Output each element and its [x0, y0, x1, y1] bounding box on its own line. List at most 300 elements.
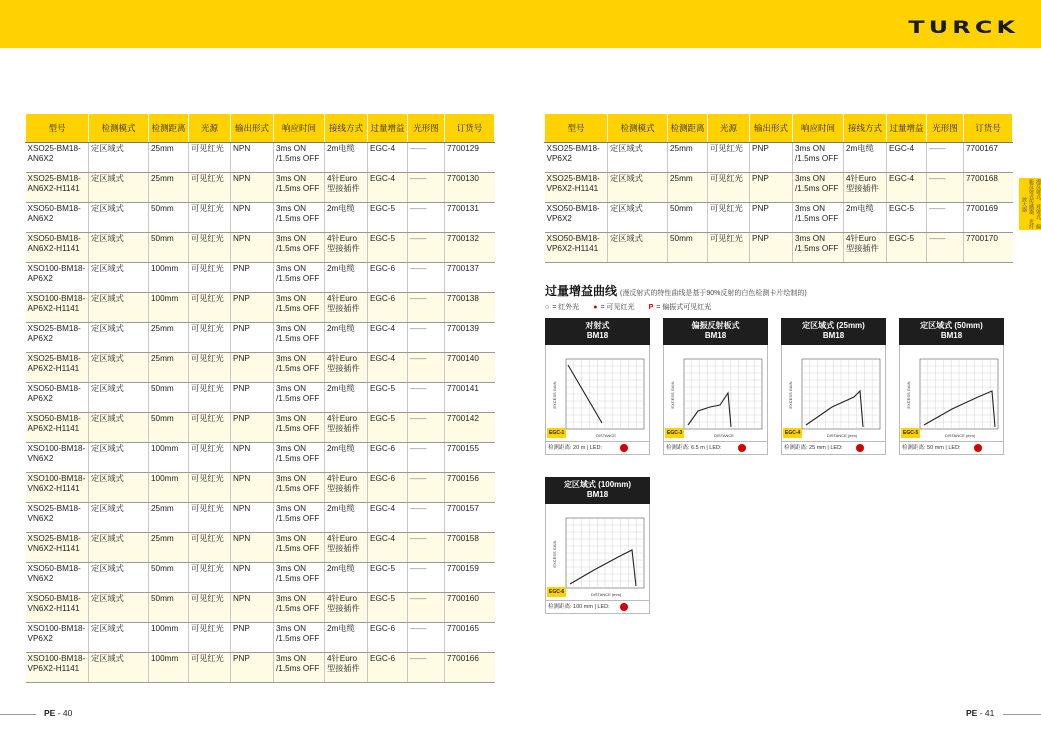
footer-rule-right: [1003, 714, 1041, 715]
cell-light: 可见红光: [189, 263, 231, 293]
cell-model: XSO25-BM18-AP6X2-H1141: [26, 353, 89, 383]
cell-range: 25mm: [149, 143, 189, 173]
cell-gain: EGC-5: [887, 233, 927, 263]
cell-mode: 定区域式: [89, 293, 149, 323]
cell-output: PNP: [750, 143, 793, 173]
legend-text: = 可见红光: [600, 304, 635, 311]
cell-output: PNP: [231, 623, 274, 653]
col-header-mode: 检测模式: [608, 114, 668, 143]
cell-wiring: 4针Euro 型接插件: [325, 593, 368, 623]
red-led-icon: [856, 444, 864, 452]
excess-gain-plot: [782, 345, 885, 441]
cell-gain: EGC-4: [368, 143, 408, 173]
cell-model: XSO25-BM18-AN6X2-H1141: [26, 173, 89, 203]
cell-order-no: 7700160: [445, 593, 495, 623]
cell-gain: EGC-5: [368, 593, 408, 623]
cell-mode: 定区域式: [89, 353, 149, 383]
cell-light: 可见红光: [189, 323, 231, 353]
cell-gain: EGC-6: [368, 293, 408, 323]
cell-model: XSO50-BM18-AN6X2: [26, 203, 89, 233]
page-number: - 41: [979, 708, 995, 718]
cell-wiring: 2m电缆: [325, 383, 368, 413]
cell-mode: 定区域式: [89, 563, 149, 593]
cell-light: 可见红光: [189, 653, 231, 683]
right-product-table: [544, 113, 1013, 263]
card-footer: [899, 442, 1004, 455]
cell-mode: 定区域式: [89, 533, 149, 563]
cell-wiring: 2m电缆: [325, 263, 368, 293]
cell-order-no: 7700159: [445, 563, 495, 593]
x-axis-label: DISTANCE: [714, 433, 734, 438]
card-model: BM18: [940, 331, 963, 340]
cell-output: NPN: [231, 203, 274, 233]
legend-item: [649, 302, 712, 312]
cell-mode: 定区域式: [89, 503, 149, 533]
col-header-response: 响应时间: [793, 114, 844, 143]
col-header-wiring: 接线方式: [325, 114, 368, 143]
legend-symbol: ●: [593, 304, 598, 311]
legend-text: = 偏振式可见红光: [656, 304, 712, 311]
side-tab: 漫反射式、对射式、偏振反射式传感器、光纤放大器: [1021, 179, 1041, 229]
cell-light: 可见红光: [189, 473, 231, 503]
cell-range: 100mm: [149, 443, 189, 473]
cell-response: 3ms ON /1.5ms OFF: [274, 233, 325, 263]
card-model: BM18: [704, 331, 727, 340]
cell-wiring: 2m电缆: [325, 503, 368, 533]
table-row: [26, 173, 495, 203]
cell-gain: EGC-6: [368, 443, 408, 473]
cell-beam: ——: [408, 293, 445, 323]
cell-range: 50mm: [149, 203, 189, 233]
chart-area: [781, 345, 886, 442]
card-model: BM18: [822, 331, 845, 340]
cell-range: 50mm: [668, 233, 708, 263]
cell-order-no: 7700131: [445, 203, 495, 233]
cell-beam: ——: [408, 203, 445, 233]
cell-light: 可见红光: [189, 623, 231, 653]
card-header: [663, 318, 768, 345]
table-row: [26, 503, 495, 533]
cell-order-no: 7700138: [445, 293, 495, 323]
cell-light: 可见红光: [189, 563, 231, 593]
gain-subtitle: (漫反射式的特性曲线是基于90%反射的白色检测卡片绘制的): [620, 290, 807, 297]
cell-model: XSO50-BM18-AP6X2: [26, 383, 89, 413]
cell-output: PNP: [231, 263, 274, 293]
led-label: | LED:: [585, 445, 603, 451]
cell-model: XSO100-BM18-AP6X2-H1141: [26, 293, 89, 323]
cell-range: 100mm: [149, 293, 189, 323]
col-header-gain: 过量增益: [368, 114, 408, 143]
cell-output: PNP: [231, 383, 274, 413]
cell-model: XSO50-BM18-VP6X2-H1141: [545, 233, 608, 263]
table-row: [26, 473, 495, 503]
cell-order-no: 7700167: [964, 143, 1013, 173]
egc-badge: EGC-4: [785, 430, 801, 436]
cell-response: 3ms ON /1.5ms OFF: [274, 293, 325, 323]
cell-mode: 定区域式: [89, 173, 149, 203]
cell-order-no: 7700129: [445, 143, 495, 173]
table-row: [26, 203, 495, 233]
page-number-left: [44, 708, 72, 718]
cell-order-no: 7700140: [445, 353, 495, 383]
cell-beam: ——: [408, 413, 445, 443]
col-header-order-no: 订货号: [445, 114, 495, 143]
cell-light: 可见红光: [189, 353, 231, 383]
cell-beam: ——: [408, 173, 445, 203]
cell-wiring: 4针Euro 型接插件: [844, 173, 887, 203]
cell-range: 100mm: [149, 623, 189, 653]
cell-range: 25mm: [149, 353, 189, 383]
cell-order-no: 7700132: [445, 233, 495, 263]
cell-response: 3ms ON /1.5ms OFF: [274, 593, 325, 623]
cell-response: 3ms ON /1.5ms OFF: [274, 533, 325, 563]
col-header-beam: 光形图: [927, 114, 964, 143]
cell-mode: 定区域式: [89, 143, 149, 173]
cell-gain: EGC-5: [368, 413, 408, 443]
page-number-right: [966, 708, 994, 718]
legend-symbol: ○: [545, 304, 550, 311]
cell-beam: ——: [408, 323, 445, 353]
sensing-range: 检测距离: 100 mm: [548, 604, 593, 610]
cell-range: 50mm: [149, 593, 189, 623]
cell-mode: 定区域式: [608, 233, 668, 263]
cell-light: 可见红光: [708, 233, 750, 263]
cell-mode: 定区域式: [608, 203, 668, 233]
cell-wiring: 4针Euro 型接插件: [325, 233, 368, 263]
table-row: [545, 233, 1013, 263]
cell-range: 100mm: [149, 473, 189, 503]
col-header-model: 型号: [545, 114, 608, 143]
cell-wiring: 4针Euro 型接插件: [325, 473, 368, 503]
y-axis-label: EXCESS GAIN: [670, 381, 675, 409]
excess-gain-plot: [546, 504, 649, 600]
page-prefix: PE: [44, 708, 56, 718]
cell-gain: EGC-4: [887, 143, 927, 173]
cell-mode: 定区域式: [608, 173, 668, 203]
card-model: BM18: [586, 331, 609, 340]
gain-section-title: [545, 282, 807, 299]
cell-wiring: 2m电缆: [325, 143, 368, 173]
footer-rule-left: [0, 714, 36, 715]
cell-order-no: 7700169: [964, 203, 1013, 233]
cell-response: 3ms ON /1.5ms OFF: [274, 413, 325, 443]
cell-beam: ——: [408, 593, 445, 623]
col-header-light: 光源: [708, 114, 750, 143]
cell-beam: ——: [927, 143, 964, 173]
cell-light: 可见红光: [189, 413, 231, 443]
y-axis-label: EXCESS GAIN: [906, 381, 911, 409]
cell-range: 100mm: [149, 653, 189, 683]
col-header-wiring: 接线方式: [844, 114, 887, 143]
cell-model: XSO100-BM18-VP6X2: [26, 623, 89, 653]
y-axis-label: EXCESS GAIN: [552, 540, 557, 568]
table-row: [26, 143, 495, 173]
card-footer: [545, 601, 650, 614]
cell-range: 25mm: [149, 323, 189, 353]
card-header: [545, 318, 650, 345]
cell-gain: EGC-6: [368, 263, 408, 293]
cell-wiring: 4针Euro 型接插件: [844, 233, 887, 263]
col-header-light: 光源: [189, 114, 231, 143]
cell-mode: 定区域式: [89, 323, 149, 353]
cell-response: 3ms ON /1.5ms OFF: [793, 203, 844, 233]
cell-output: NPN: [231, 233, 274, 263]
cell-order-no: 7700139: [445, 323, 495, 353]
cell-range: 25mm: [149, 503, 189, 533]
chart-area: [545, 504, 650, 601]
y-axis-label: EXCESS GAIN: [552, 381, 557, 409]
cell-wiring: 2m电缆: [844, 143, 887, 173]
cell-order-no: 7700165: [445, 623, 495, 653]
card-model: BM18: [586, 490, 609, 499]
cell-mode: 定区域式: [89, 623, 149, 653]
cell-beam: ——: [408, 503, 445, 533]
cell-model: XSO50-BM18-VN6X2-H1141: [26, 593, 89, 623]
card-title: 定区域式 (50mm): [920, 321, 983, 330]
cell-output: PNP: [231, 353, 274, 383]
header-bar: [0, 0, 1041, 48]
card-header: [545, 477, 650, 504]
cell-order-no: 7700141: [445, 383, 495, 413]
cell-response: 3ms ON /1.5ms OFF: [274, 323, 325, 353]
cell-light: 可见红光: [189, 293, 231, 323]
cell-response: 3ms ON /1.5ms OFF: [274, 383, 325, 413]
cell-range: 50mm: [149, 563, 189, 593]
excess-gain-plot: [900, 345, 1003, 441]
sensing-range: 检测距离: 50 mm: [902, 445, 944, 451]
red-led-icon: [738, 444, 746, 452]
cell-output: PNP: [750, 203, 793, 233]
card-header: [781, 318, 886, 345]
table-row: [545, 173, 1013, 203]
cell-response: 3ms ON /1.5ms OFF: [793, 173, 844, 203]
legend-text: = 红外光: [552, 304, 580, 311]
gain-chart-card: [663, 318, 768, 455]
cell-mode: 定区域式: [89, 473, 149, 503]
col-header-order-no: 订货号: [964, 114, 1013, 143]
cell-gain: EGC-4: [368, 533, 408, 563]
led-label: | LED:: [943, 445, 961, 451]
cell-range: 100mm: [149, 263, 189, 293]
cell-light: 可见红光: [708, 203, 750, 233]
table-row: [26, 443, 495, 473]
col-header-range: 检测距离: [668, 114, 708, 143]
cell-order-no: 7700166: [445, 653, 495, 683]
cell-output: NPN: [231, 563, 274, 593]
cell-model: XSO100-BM18-VN6X2-H1141: [26, 473, 89, 503]
cell-light: 可见红光: [189, 503, 231, 533]
egc-badge: EGC-3: [667, 430, 683, 436]
cell-wiring: 4针Euro 型接插件: [325, 413, 368, 443]
cell-range: 25mm: [668, 143, 708, 173]
table-header-row: [26, 114, 495, 143]
cell-response: 3ms ON /1.5ms OFF: [274, 263, 325, 293]
egc-badge: EGC-5: [903, 430, 919, 436]
cell-wiring: 2m电缆: [325, 443, 368, 473]
cell-beam: ——: [927, 173, 964, 203]
cell-output: NPN: [231, 593, 274, 623]
cell-output: NPN: [231, 473, 274, 503]
cell-model: XSO100-BM18-AP6X2: [26, 263, 89, 293]
egc-badge: EGC-1: [549, 430, 565, 436]
cell-model: XSO100-BM18-VP6X2-H1141: [26, 653, 89, 683]
table-row: [26, 353, 495, 383]
cell-order-no: 7700137: [445, 263, 495, 293]
cell-mode: 定区域式: [89, 203, 149, 233]
chart-area: [899, 345, 1004, 442]
excess-gain-plot: [546, 345, 649, 441]
col-header-output: 输出形式: [231, 114, 274, 143]
cell-wiring: 4针Euro 型接插件: [325, 653, 368, 683]
cell-mode: 定区域式: [89, 443, 149, 473]
col-header-range: 检测距离: [149, 114, 189, 143]
page-prefix: PE: [966, 708, 978, 718]
table-row: [26, 413, 495, 443]
cell-output: NPN: [231, 173, 274, 203]
sensing-range: 检测距离: 25 mm: [784, 445, 826, 451]
cell-model: XSO25-BM18-AN6X2: [26, 143, 89, 173]
card-title: 定区域式 (100mm): [563, 480, 632, 489]
cell-beam: ——: [408, 383, 445, 413]
card-footer: [781, 442, 886, 455]
table-row: [26, 533, 495, 563]
cell-beam: ——: [408, 353, 445, 383]
cell-response: 3ms ON /1.5ms OFF: [793, 143, 844, 173]
left-product-table: [25, 113, 495, 683]
cell-order-no: 7700155: [445, 443, 495, 473]
cell-model: XSO50-BM18-VN6X2: [26, 563, 89, 593]
card-title: 偏振反射板式: [691, 321, 740, 330]
cell-wiring: 2m电缆: [325, 563, 368, 593]
table-row: [26, 563, 495, 593]
cell-beam: ——: [408, 473, 445, 503]
red-led-icon: [620, 603, 628, 611]
cell-range: 25mm: [149, 533, 189, 563]
cell-wiring: 2m电缆: [325, 203, 368, 233]
cell-light: 可见红光: [189, 143, 231, 173]
cell-mode: 定区域式: [89, 653, 149, 683]
cell-wiring: 2m电缆: [844, 203, 887, 233]
cell-order-no: 7700157: [445, 503, 495, 533]
cell-gain: EGC-5: [368, 383, 408, 413]
cell-gain: EGC-4: [368, 173, 408, 203]
cell-output: PNP: [231, 323, 274, 353]
cell-model: XSO25-BM18-VN6X2: [26, 503, 89, 533]
x-axis-label: DISTANCE (mm): [590, 592, 622, 597]
table-row: [26, 653, 495, 683]
led-label: | LED:: [825, 445, 843, 451]
cell-wiring: 4针Euro 型接插件: [325, 353, 368, 383]
led-label: | LED:: [592, 604, 610, 610]
cell-range: 25mm: [668, 173, 708, 203]
x-axis-label: DISTANCE (mm): [944, 433, 976, 438]
cell-gain: EGC-4: [368, 353, 408, 383]
table-row: [26, 233, 495, 263]
table-row: [26, 293, 495, 323]
col-header-response: 响应时间: [274, 114, 325, 143]
x-axis-label: DISTANCE (mm): [826, 433, 858, 438]
cell-response: 3ms ON /1.5ms OFF: [793, 233, 844, 263]
card-footer: [545, 442, 650, 455]
cell-range: 50mm: [149, 233, 189, 263]
legend-item: [545, 302, 579, 312]
cell-gain: EGC-5: [368, 203, 408, 233]
cell-light: 可见红光: [189, 233, 231, 263]
cell-light: 可见红光: [189, 383, 231, 413]
table-row: [26, 323, 495, 353]
red-led-icon: [620, 444, 628, 452]
cell-model: XSO25-BM18-VP6X2: [545, 143, 608, 173]
table-row: [26, 623, 495, 653]
cell-response: 3ms ON /1.5ms OFF: [274, 473, 325, 503]
cell-response: 3ms ON /1.5ms OFF: [274, 143, 325, 173]
cell-gain: EGC-6: [368, 623, 408, 653]
gain-chart-card: [545, 318, 650, 455]
cell-response: 3ms ON /1.5ms OFF: [274, 173, 325, 203]
cell-light: 可见红光: [708, 143, 750, 173]
cell-response: 3ms ON /1.5ms OFF: [274, 623, 325, 653]
cell-light: 可见红光: [189, 443, 231, 473]
cell-wiring: 4针Euro 型接插件: [325, 173, 368, 203]
cell-model: XSO50-BM18-AP6X2-H1141: [26, 413, 89, 443]
cell-model: XSO25-BM18-VN6X2-H1141: [26, 533, 89, 563]
cell-mode: 定区域式: [608, 143, 668, 173]
table-row: [26, 593, 495, 623]
cell-mode: 定区域式: [89, 383, 149, 413]
cell-beam: ——: [408, 563, 445, 593]
cell-gain: EGC-6: [368, 653, 408, 683]
sensing-range: 检测距离: 6.5 m: [666, 445, 705, 451]
cell-order-no: 7700142: [445, 413, 495, 443]
table-row: [26, 383, 495, 413]
cell-gain: EGC-4: [887, 173, 927, 203]
cell-order-no: 7700156: [445, 473, 495, 503]
cell-beam: ——: [927, 203, 964, 233]
cell-model: XSO50-BM18-AN6X2-H1141: [26, 233, 89, 263]
cell-beam: ——: [408, 533, 445, 563]
table-row: [545, 203, 1013, 233]
excess-gain-plot: [664, 345, 767, 441]
cell-output: NPN: [231, 503, 274, 533]
table-row: [545, 143, 1013, 173]
cell-light: 可见红光: [189, 173, 231, 203]
cell-range: 50mm: [149, 413, 189, 443]
cell-response: 3ms ON /1.5ms OFF: [274, 353, 325, 383]
card-header: [899, 318, 1004, 345]
gain-chart-card: [899, 318, 1004, 455]
chart-area: [663, 345, 768, 442]
cell-gain: EGC-5: [368, 563, 408, 593]
cell-gain: EGC-4: [368, 503, 408, 533]
cell-output: NPN: [231, 443, 274, 473]
gain-title-text: 过量增益曲线: [545, 284, 618, 298]
page-number: - 40: [57, 708, 73, 718]
cell-mode: 定区域式: [89, 413, 149, 443]
cell-light: 可见红光: [189, 593, 231, 623]
gain-chart-card: [781, 318, 886, 455]
cell-beam: ——: [927, 233, 964, 263]
light-legend: [545, 302, 711, 312]
cell-beam: ——: [408, 623, 445, 653]
table-row: [26, 263, 495, 293]
cell-beam: ——: [408, 263, 445, 293]
cell-model: XSO50-BM18-VP6X2: [545, 203, 608, 233]
cell-light: 可见红光: [189, 203, 231, 233]
cell-response: 3ms ON /1.5ms OFF: [274, 503, 325, 533]
cell-output: NPN: [231, 533, 274, 563]
cell-output: PNP: [750, 233, 793, 263]
x-axis-label: DISTANCE: [596, 433, 616, 438]
